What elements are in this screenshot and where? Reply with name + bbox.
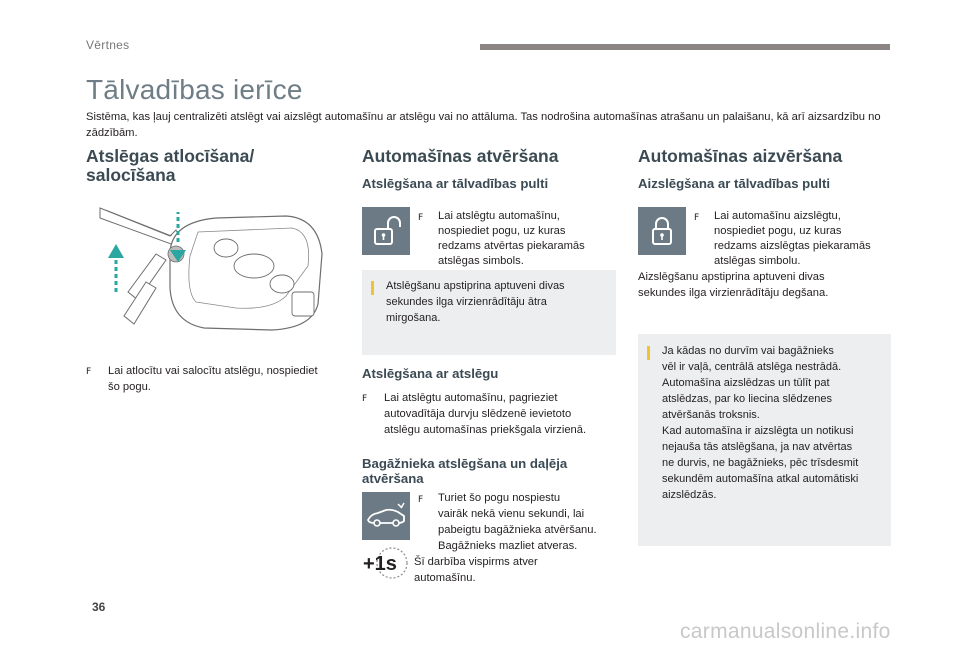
bullet-marker: F [694, 213, 700, 223]
col3-heading: Automašīnas aizvēršana [638, 146, 843, 166]
col1-heading: Atslēgas atlocīšana/ salocīšana [86, 146, 255, 185]
header-bar [480, 44, 890, 50]
col2-trunk-note: Šī darbība vispirms atver automašīnu. [414, 556, 538, 584]
col2-heading: Automašīnas atvēršana [362, 146, 559, 166]
col1-instruction: Lai atlocītu vai salocītu atslēgu, nospiediet šo pogu. [108, 365, 318, 393]
col2-remote-instruction: Lai atslēgtu automašīnu, nospiediet pogu, uz kuras redzams atvērtas piekaramās atslēgas simbols. [438, 210, 585, 267]
bullet-marker: F [418, 495, 424, 505]
col2-key-instruction: Lai atslēgtu automašīnu, pagrieziet autovadītāja durvju slēdzenē ievietoto atslēgu automašīnas priekšgala virzienā. [384, 392, 587, 436]
col3-subheading-remote: Aizslēgšana ar tālvadības pulti [638, 176, 831, 191]
bullet-marker: F [86, 367, 92, 377]
page-number: 36 [92, 600, 106, 614]
bullet-marker: F [362, 394, 368, 404]
intro-paragraph: Sistēma, kas ļauj centralizēti atslēgt vai aizslēgt automašīnu ar atslēgu vai no attāluma. Tas nodrošina automašīnas atrašanu un palaišanu, kā arī aizsardzību no zādzībām. [86, 111, 881, 139]
warning-note-accent [647, 346, 650, 360]
col2-subheading-remote: Atslēgšana ar tālvadības pulti [362, 176, 549, 191]
col3-confirm-text: Aizslēgšanu apstiprina aptuveni divas sekundes ilga virzienrādītāju degšana. [638, 271, 829, 299]
unlock-icon [362, 207, 410, 255]
key-fob-illustration [86, 196, 336, 346]
info-note-text: Atslēgšanu apstiprina aptuveni divas sekundes ilga virzienrādītāju ātra mirgošana. [386, 280, 565, 324]
bullet-marker: F [418, 213, 424, 223]
warning-note-text: Ja kādas no durvīm vai bagāžnieks vēl ir vaļā, centrālā atslēga nestrādā. Automašīna aizslēdzas un tūlīt pat atslēdzas, par ko liecina slēdzenes atvēršanās troksnis. Kad automašīna ir aizslēgta un notikusi nejauša tās atslēgšana, ja nav atvērtas ne durvis, ne bagāžnieks, pēc trīsdesmit sekundēm automašīna atkal automātiski aizslēdzās. [662, 345, 859, 501]
page-title: Tālvadības ierīce [86, 74, 303, 105]
info-note-accent [371, 281, 374, 295]
col2-subheading-trunk: Bagāžnieka atslēgšana un daļēja atvēršana [362, 456, 568, 486]
col2-subheading-key: Atslēgšana ar atslēgu [362, 366, 499, 381]
lock-icon [638, 207, 686, 255]
section-label: Vērtnes [86, 38, 130, 52]
col3-remote-instruction: Lai automašīnu aizslēgtu, nospiediet pogu, uz kuras redzams aizslēgtas piekaramās atslēgas simbolu. [714, 210, 871, 267]
car-trunk-icon [362, 492, 410, 540]
hold-one-second-icon [362, 546, 408, 580]
col2-trunk-instruction: Turiet šo pogu nospiestu vairāk nekā vienu sekundi, lai pabeigtu bagāžnieka atvēršanu. Bagāžnieks mazliet atveras. [438, 492, 597, 552]
watermark: carmanualsonline.info [680, 620, 891, 643]
plus1s-label: +1s [363, 553, 397, 575]
